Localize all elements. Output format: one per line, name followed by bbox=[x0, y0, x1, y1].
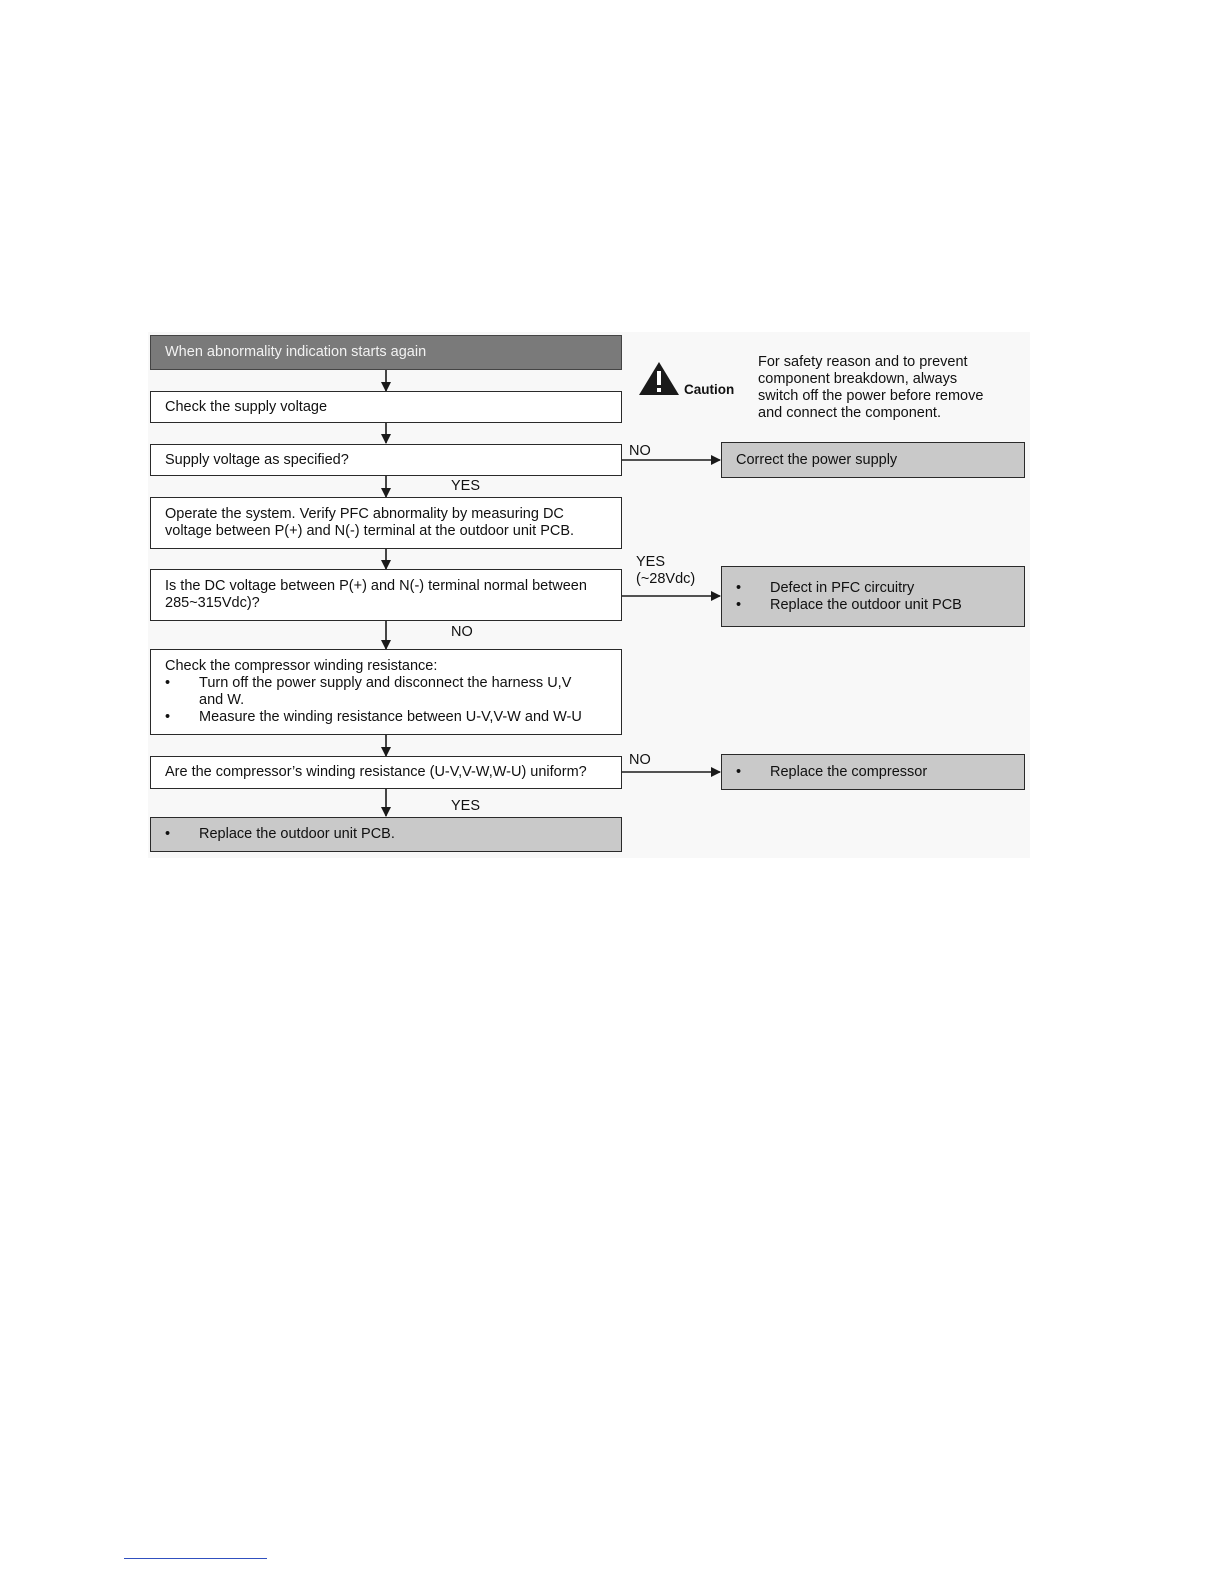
winding-bullet-1-cont bbox=[165, 692, 607, 709]
label-no-supply: NO bbox=[629, 443, 651, 459]
winding-bullet-2-text: Measure the winding resistance between U-V,V-W and W-U bbox=[199, 709, 582, 725]
footer-rule bbox=[124, 1558, 267, 1559]
supply-question-box bbox=[150, 444, 622, 476]
replace-pcb-box: • Replace the outdoor unit PCB. bbox=[150, 817, 622, 852]
pfc-defect-line1: Defect in PFC circuitry bbox=[770, 579, 915, 596]
winding-bullet-2: • Measure the winding resistance between U-V,V-W and W-U bbox=[165, 709, 582, 725]
pfc-defect-line2: Replace the outdoor unit PCB bbox=[770, 596, 962, 613]
dc-question-line1: Is the DC voltage between P(+) and N(-) terminal normal between bbox=[165, 578, 587, 594]
caution-text: For safety reason and to prevent component breakdown, always switch off the power before remove and connect the component. bbox=[758, 354, 984, 421]
winding-title: Check the compressor winding resistance: bbox=[165, 658, 438, 674]
replace-compressor-text: Replace the compressor bbox=[770, 763, 928, 780]
operate-box bbox=[150, 497, 622, 549]
winding-bullet-1: • Turn off the power supply and disconnect the harness U,V bbox=[165, 675, 572, 691]
uniform-question-box bbox=[150, 756, 622, 789]
replace-compressor-box: • Replace the compressor bbox=[721, 754, 1025, 790]
winding-check-box bbox=[150, 649, 622, 735]
correct-power-text: Correct the power supply bbox=[736, 451, 898, 468]
label-yes-dc-sub: (~28Vdc) bbox=[636, 571, 696, 587]
check-supply-text: Check the supply voltage bbox=[165, 398, 328, 415]
supply-question-text: Supply voltage as specified? bbox=[165, 451, 349, 468]
operate-text-line1: Operate the system. Verify PFC abnormality by measuring DC bbox=[165, 506, 564, 522]
start-text: When abnormality indication starts again bbox=[165, 344, 427, 360]
check-supply-box bbox=[150, 391, 622, 423]
dc-question-line2: 285~315Vdc)? bbox=[165, 595, 260, 611]
pfc-defect-box: • Defect in PFC circuitry • Replace the outdoor unit PCB bbox=[721, 566, 1025, 627]
uniform-question-text: Are the compressor’s winding resistance (U-V,V-W,W-U) uniform? bbox=[165, 764, 587, 780]
correct-power-box bbox=[721, 442, 1025, 478]
dc-question-box bbox=[150, 569, 622, 621]
winding-bullet-1-text: Turn off the power supply and disconnect the harness U,V bbox=[199, 675, 572, 691]
warning-triangle-icon bbox=[639, 362, 679, 395]
label-no-dc: NO bbox=[451, 624, 473, 640]
label-no-uniform: NO bbox=[629, 752, 651, 768]
start-box bbox=[150, 335, 622, 370]
caution-label: Caution bbox=[684, 382, 735, 397]
winding-bullet-1-cont-text: and W. bbox=[199, 692, 245, 708]
label-yes-dc: YES bbox=[636, 554, 666, 570]
replace-pcb-text: Replace the outdoor unit PCB. bbox=[199, 826, 395, 842]
label-yes-supply: YES bbox=[451, 478, 481, 494]
operate-text-line2: voltage between P(+) and N(-) terminal at the outdoor unit PCB. bbox=[165, 523, 575, 539]
label-yes-uniform: YES bbox=[451, 798, 481, 814]
